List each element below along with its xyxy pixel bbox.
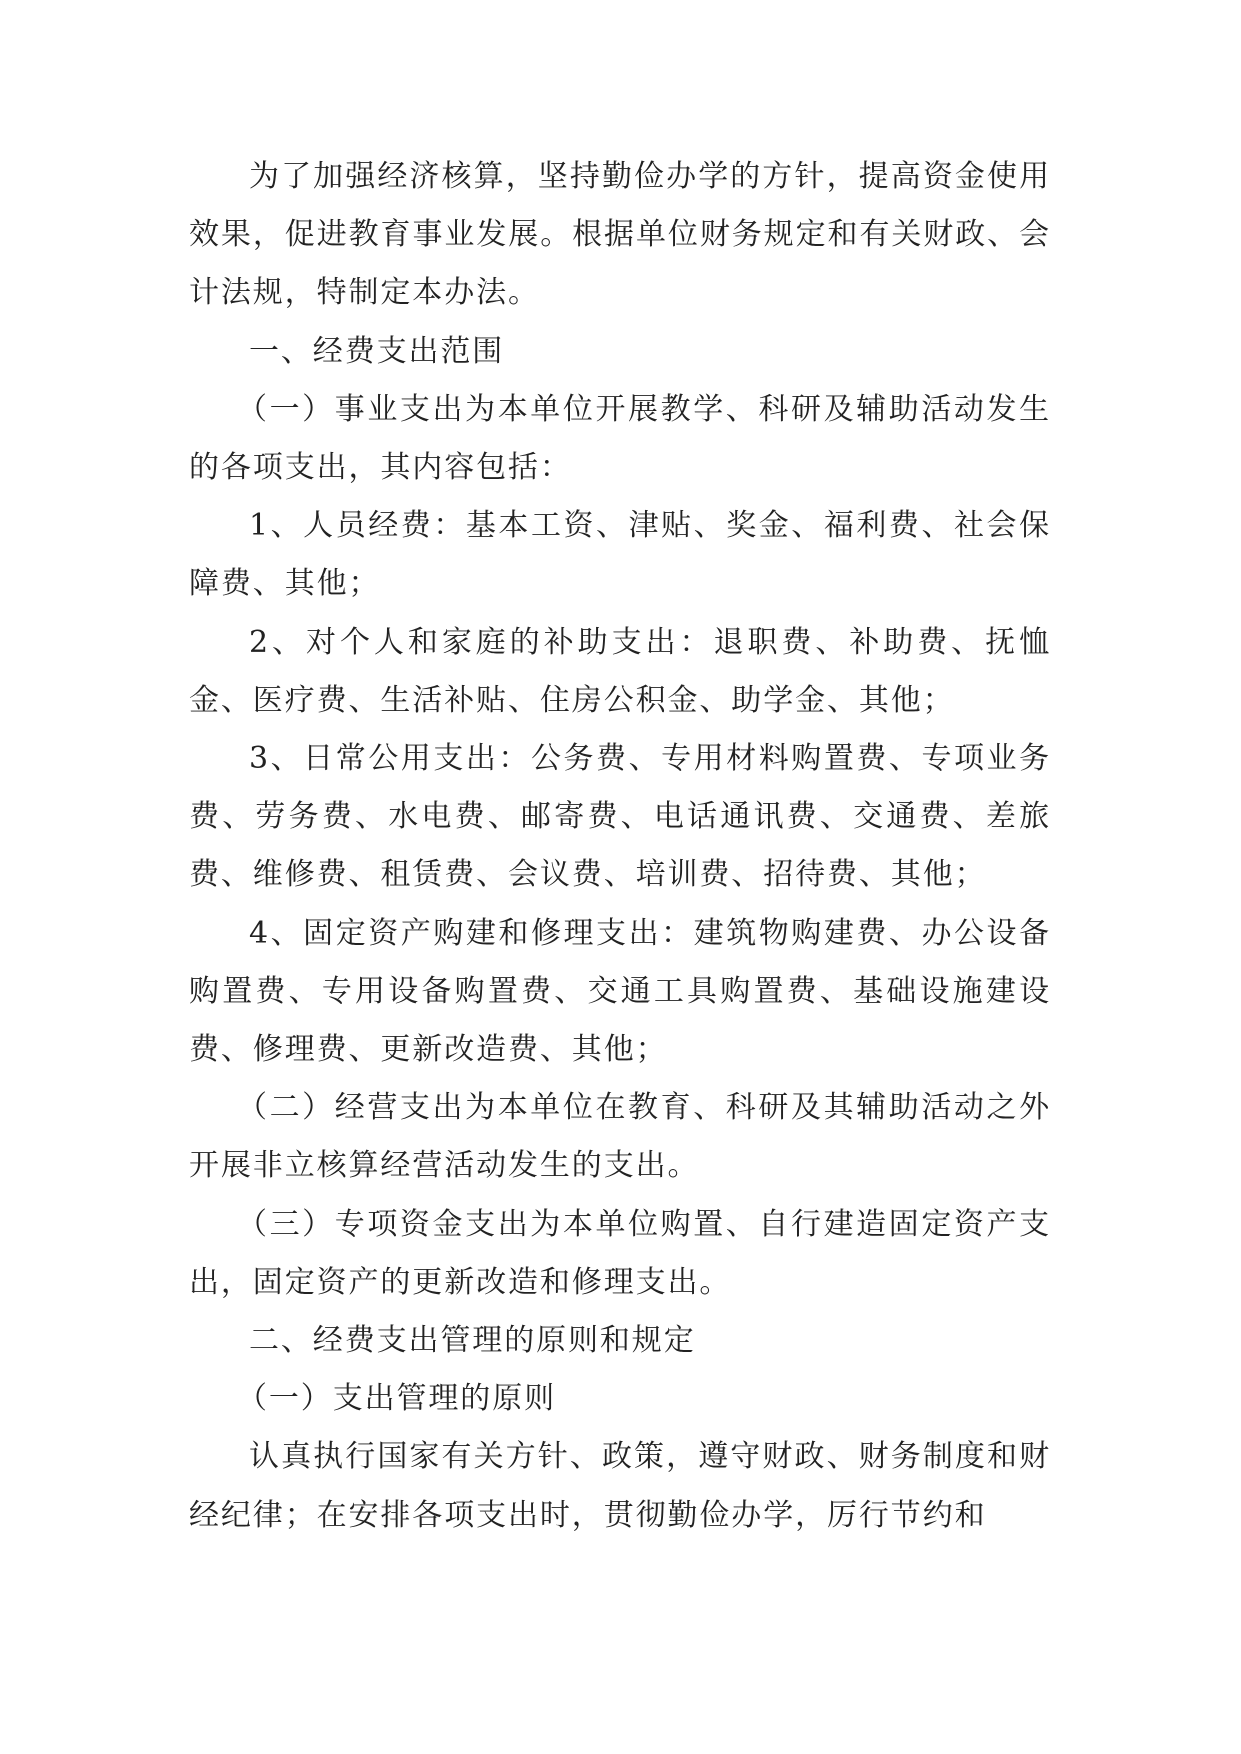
section-heading-2: 二、经费支出管理的原则和规定 bbox=[249, 1323, 696, 1359]
subsection-1-2: （二）经营支出为本单位在教育、科研及其辅助活动之外开展非立核算经营活动发生的支出。 bbox=[189, 1090, 1051, 1184]
subsection-2-1: （一）支出管理的原则 bbox=[237, 1381, 556, 1417]
intro-paragraph: 为了加强经济核算，坚持勤俭办学的方针，提高资金使用效果，促进教育事业发展。根据单位财务规定和有关财政、会计法规，特制定本办法。 bbox=[189, 159, 1051, 311]
subsection-1-1: （一）事业支出为本单位开展教学、科研及辅助活动发生的各项支出，其内容包括： bbox=[189, 391, 1051, 486]
principle-paragraph: 认真执行国家有关方针、政策，遵守财政、财务制度和财经纪律；在安排各项支出时，贯彻勤俭办学，厉行节约和 bbox=[189, 1439, 1051, 1533]
list-item-4: 4、固定资产购建和修理支出：建筑物购建费、办公设备购置费、专用设备购置费、交通工具购置费、基础设施建设费、修理费、更新改造费、其他； bbox=[189, 915, 1051, 1068]
list-item-1: 1、人员经费：基本工资、津贴、奖金、福利费、社会保障费、其他； bbox=[189, 508, 1051, 602]
document-page bbox=[189, 148, 1051, 1545]
subsection-1-3: （三）专项资金支出为本单位购置、自行建造固定资产支出，固定资产的更新改造和修理支出。 bbox=[189, 1206, 1051, 1300]
list-item-2: 2、对个人和家庭的补助支出：退职费、补助费、抚恤金、医疗费、生活补贴、住房公积金、助学金、其他； bbox=[189, 624, 1051, 718]
section-heading-1: 一、经费支出范围 bbox=[249, 333, 505, 369]
list-item-3: 3、日常公用支出：公务费、专用材料购置费、专项业务费、劳务费、水电费、邮寄费、电话通讯费、交通费、差旅费、维修费、租赁费、会议费、培训费、招待费、其他； bbox=[189, 741, 1051, 893]
